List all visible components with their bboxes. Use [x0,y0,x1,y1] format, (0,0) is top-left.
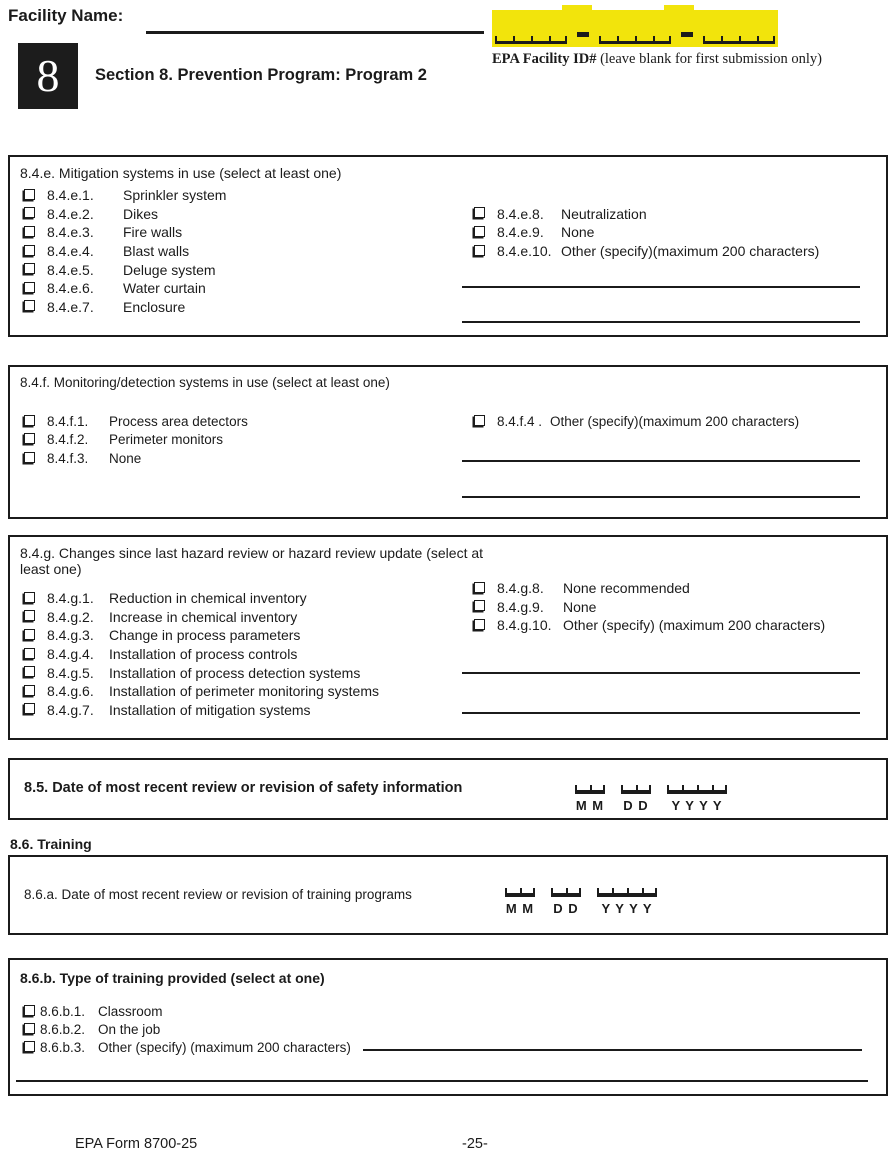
date-digit-group[interactable] [667,785,727,794]
item-code: 8.4.g.8. [497,580,544,597]
checkbox[interactable] [24,189,35,200]
checkbox-item [20,626,470,645]
checkbox[interactable] [24,300,35,311]
item-code: 8.4.g.6. [47,683,94,700]
item-label: Installation of perimeter monitoring systems [109,683,379,700]
item-label: Neutralization [561,205,647,222]
checkbox[interactable] [24,282,35,293]
epa-id-digit-group[interactable] [495,36,567,44]
item-label: Deluge system [123,261,216,278]
item-label: Other (specify) (maximum 200 characters) [563,617,826,634]
checkbox-item [20,260,470,279]
checkbox[interactable] [24,592,35,603]
checkbox-item [20,412,470,431]
item-code: 8.4.g.1. [47,590,94,607]
epa-facility-id-field[interactable] [495,32,775,44]
date-digit-group[interactable] [621,785,651,794]
write-in-line[interactable] [462,672,860,674]
item-code: 8.6.b.2. [40,1021,86,1037]
item-code: 8.4.e.9. [497,224,544,241]
checkbox-item [20,298,470,317]
epa-id-caption [492,51,822,68]
checkbox-item [20,701,470,720]
epa-id-caption-bold: EPA Facility ID# [492,51,597,67]
item-code: 8.4.g.4. [47,646,94,663]
checkbox[interactable] [24,226,35,237]
item-code: 8.4.g.5. [47,664,94,681]
checkbox-item [20,608,470,627]
item-label: None [109,450,142,466]
highlight-tab [562,5,592,10]
checkbox[interactable] [24,1005,35,1016]
item-code: 8.4.g.9. [497,598,544,615]
checkbox-item [470,242,876,261]
item-code: 8.4.f.1. [47,413,89,429]
item-label: None [561,224,595,241]
item-label: None [563,598,597,615]
item-label: Sprinkler system [123,187,227,204]
checkbox[interactable] [24,666,35,677]
date-digit-group[interactable] [505,888,535,897]
checkbox-item [20,645,470,664]
item-code: 8.4.e.8. [497,205,544,222]
checkbox[interactable] [474,619,485,630]
item-label: Dikes [123,205,159,222]
checkbox-item [20,186,470,205]
checkbox-item [20,589,470,608]
checkbox-item [470,579,876,598]
section-8-6-a-label: 8.6.a. Date of most recent review or revision of training programs [24,887,412,902]
checkbox[interactable] [474,207,485,218]
section-8-4-g-box [8,535,888,740]
item-code: 8.6.b.3. [40,1039,86,1055]
checkbox[interactable] [24,1041,35,1052]
item-label: Installation of mitigation systems [109,701,311,718]
date-field-label: Y Y Y Y [601,901,653,916]
section-8-5-box [8,758,888,820]
dash-separator [577,32,589,37]
date-field-label: D D [623,798,649,813]
epa-id-digit-group[interactable] [703,36,775,44]
checkbox[interactable] [24,415,35,426]
date-digit-group[interactable] [575,785,605,794]
date-field-label: M M [575,798,605,813]
section-8-6-b-box [8,958,888,1096]
date-digit-group[interactable] [597,888,657,897]
section-8-4-g-header: 8.4.g. Changes since last hazard review or hazard review update (select at least one) [20,545,484,577]
facility-name-label: Facility Name: [8,6,124,25]
item-label: On the job [98,1021,161,1037]
epa-id-caption-rest: (leave blank for first submission only) [596,51,822,67]
item-code: 8.4.f.3. [47,450,89,466]
checkbox[interactable] [474,245,485,256]
item-code: 8.4.f.2. [47,432,89,448]
date-digit-group[interactable] [551,888,581,897]
item-label: Water curtain [123,280,206,297]
write-in-line[interactable] [462,496,860,498]
checkbox-item [20,1002,876,1020]
write-in-line[interactable] [462,460,860,462]
item-label: None recommended [563,580,690,597]
item-code: 8.4.e.1. [47,187,94,204]
checkbox[interactable] [24,245,35,256]
checkbox-item [470,412,876,431]
epa-id-digit-group[interactable] [599,36,671,44]
item-code: 8.4.g.7. [47,701,94,718]
checkbox-item [20,431,470,450]
section-8-4-e-header: 8.4.e. Mitigation systems in use (select at least one) [20,165,342,181]
write-in-line[interactable] [363,1049,862,1051]
checkbox-item [470,616,876,635]
item-label: Other (specify)(maximum 200 characters) [550,413,800,429]
epa-id-highlight [492,10,778,47]
section-8-6-b-header: 8.6.b. Type of training provided (select at one) [20,970,325,986]
section-8-6-label: 8.6. Training [10,836,92,852]
item-label: Change in process parameters [109,627,301,644]
page-title: Section 8. Prevention Program: Program 2 [95,66,427,84]
checkbox[interactable] [24,433,35,444]
item-label: Perimeter monitors [109,432,224,448]
checkbox-item [470,223,876,242]
item-label: Classroom [98,1003,163,1019]
item-code: 8.4.e.7. [47,298,94,315]
date-field [575,785,727,813]
section-number-badge: 8 [18,43,78,109]
item-code: 8.4.g.3. [47,627,94,644]
checkbox[interactable] [24,648,35,659]
checkbox[interactable] [24,263,35,274]
item-label: Increase in chemical inventory [109,608,298,625]
checkbox-item [20,449,470,468]
write-in-line[interactable] [462,286,860,288]
checkbox[interactable] [474,226,485,237]
checkbox-item [20,242,470,261]
date-field-label: M M [505,901,535,916]
item-code: 8.4.f.4 . [497,413,543,429]
highlight-tab [664,5,694,10]
item-code: 8.4.e.2. [47,205,94,222]
checkbox-item [20,1038,876,1056]
section-8-4-e-box [8,155,888,337]
item-code: 8.4.g.2. [47,608,94,625]
checkbox[interactable] [24,629,35,640]
checkbox-item [20,663,470,682]
item-label: Reduction in chemical inventory [109,590,307,607]
item-code: 8.4.e.5. [47,261,94,278]
checkbox-item [470,205,876,224]
checkbox-item [20,1020,876,1038]
item-label: Other (specify) (maximum 200 characters) [98,1039,351,1055]
date-field-label: Y Y Y Y [671,798,723,813]
item-label: Fire walls [123,224,183,241]
footer-form-number: EPA Form 8700-25 [75,1136,198,1152]
checkbox[interactable] [474,582,485,593]
item-label: Process area detectors [109,413,248,429]
item-code: 8.4.e.4. [47,243,94,260]
checkbox-item [20,223,470,242]
item-label: Installation of process detection systems [109,664,361,681]
item-label: Installation of process controls [109,646,298,663]
item-code: 8.6.b.1. [40,1003,86,1019]
date-field-label: D D [553,901,579,916]
footer-page-number: -25- [462,1136,488,1152]
checkbox[interactable] [474,600,485,611]
checkbox[interactable] [24,610,35,621]
section-8-6-a-box [8,855,888,935]
checkbox[interactable] [24,207,35,218]
checkbox-item [20,205,470,224]
checkbox[interactable] [474,415,485,426]
checkbox-item [20,682,470,701]
write-in-line[interactable] [462,321,860,323]
write-in-line[interactable] [16,1080,868,1082]
item-code: 8.4.e.10. [497,243,552,260]
dash-separator [681,32,693,37]
checkbox[interactable] [24,685,35,696]
item-code: 8.4.g.10. [497,617,552,634]
checkbox-item [20,279,470,298]
checkbox[interactable] [24,703,35,714]
section-8-4-f-header: 8.4.f. Monitoring/detection systems in use (select at least one) [20,375,390,390]
checkbox-item [470,598,876,617]
item-label: Enclosure [123,298,186,315]
item-code: 8.4.e.6. [47,280,94,297]
write-in-line[interactable] [462,712,860,714]
item-label: Other (specify)(maximum 200 characters) [561,243,820,260]
checkbox[interactable] [24,452,35,463]
item-label: Blast walls [123,243,190,260]
section-8-5-label: 8.5. Date of most recent review or revision of safety information [24,780,463,796]
section-8-4-f-box [8,365,888,519]
checkbox[interactable] [24,1023,35,1034]
facility-name-input-line[interactable] [146,31,484,34]
date-field [505,888,657,916]
item-code: 8.4.e.3. [47,224,94,241]
